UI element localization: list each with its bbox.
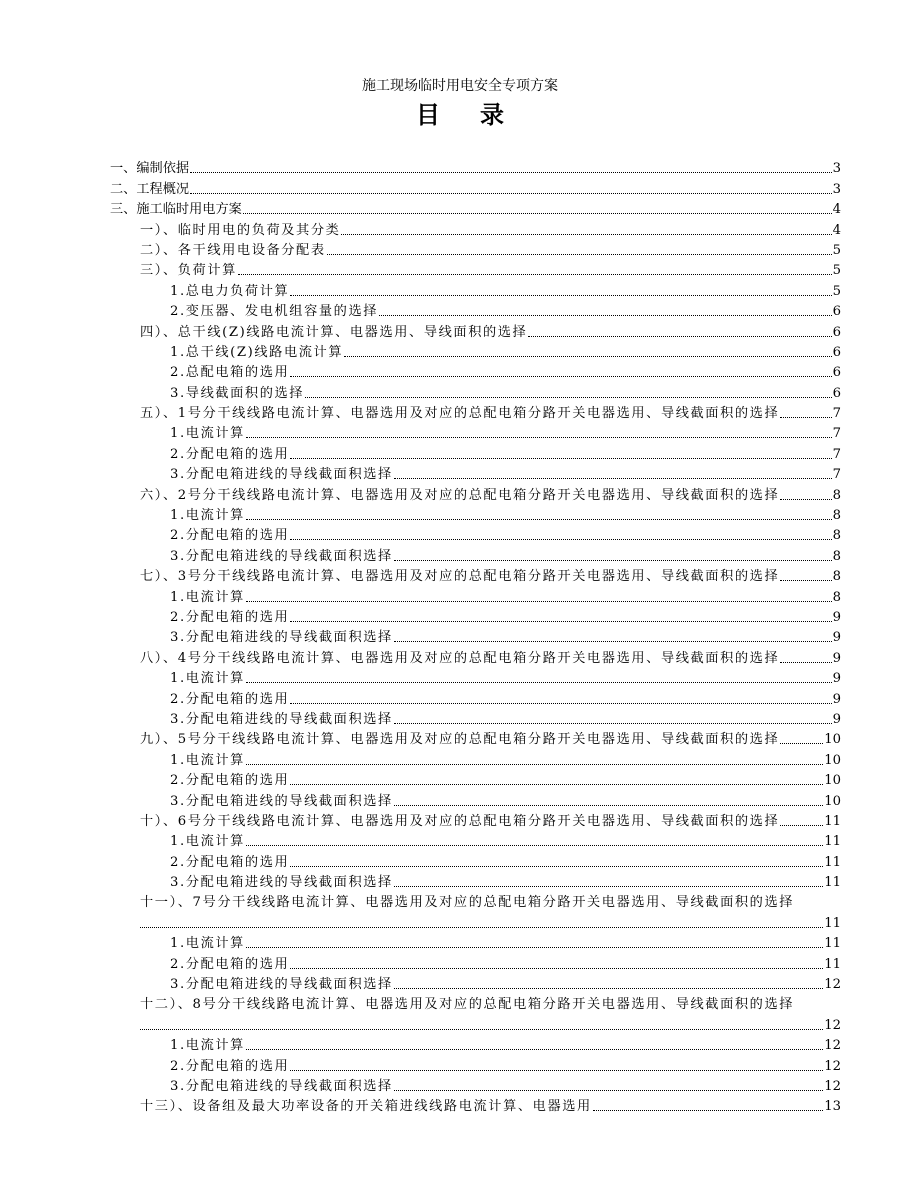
- toc-entry-text: 1.电流计算: [170, 426, 245, 442]
- toc-entry[interactable]: [0, 1095, 920, 1115]
- dot-leader: [243, 213, 832, 214]
- toc-page-number: 12: [824, 1038, 841, 1054]
- toc-page-number: 11: [824, 915, 841, 931]
- dot-leader: [327, 254, 832, 255]
- document-header: 施工现场临时用电安全专项方案: [362, 78, 558, 94]
- dot-leader: [780, 662, 831, 663]
- toc-page-number: 10: [824, 732, 841, 748]
- dot-leader: [246, 601, 832, 602]
- toc-page-number: 9: [832, 711, 841, 727]
- toc-entry-text: 3.分配电箱进线的导线截面积选择: [170, 875, 393, 891]
- toc-entry[interactable]: [0, 259, 920, 279]
- toc-page-number: 10: [824, 752, 841, 768]
- toc-entry[interactable]: [0, 442, 920, 462]
- table-of-contents: [0, 157, 920, 1115]
- dot-leader: [290, 295, 831, 296]
- toc-page-number: 3: [832, 161, 841, 177]
- toc-entry-text: 3.分配电箱进线的导线截面积选择: [170, 711, 393, 727]
- toc-page-number: 9: [832, 691, 841, 707]
- toc-page-number: 8: [832, 528, 841, 544]
- toc-entry[interactable]: [0, 1034, 920, 1054]
- toc-page-number: 7: [832, 406, 841, 422]
- dot-leader: [394, 988, 823, 989]
- toc-entry[interactable]: [0, 850, 920, 870]
- toc-entry[interactable]: [0, 218, 920, 238]
- toc-entry[interactable]: [0, 748, 920, 768]
- toc-entry-text: 六）、2号分干线线路电流计算、电器选用及对应的总配电箱分路开关电器选用、导线截面积的选择: [140, 487, 780, 503]
- toc-entry[interactable]: [0, 646, 920, 666]
- toc-entry-text: 2.分配电箱的选用: [170, 854, 290, 870]
- toc-page-number: 5: [832, 242, 841, 258]
- toc-page-number: 6: [832, 365, 841, 381]
- toc-entry-text: 3.分配电箱进线的导线截面积选择: [170, 548, 393, 564]
- toc-entry[interactable]: [0, 279, 920, 299]
- toc-entry-text: 1.电流计算: [170, 752, 245, 768]
- dot-leader: [190, 193, 831, 194]
- toc-entry[interactable]: [0, 626, 920, 646]
- toc-entry[interactable]: [0, 402, 920, 422]
- dot-leader: [290, 866, 823, 867]
- toc-entry-text: 2.分配电箱的选用: [170, 609, 290, 625]
- toc-page-number: 6: [832, 385, 841, 401]
- toc-entry-text: 2.分配电箱的选用: [170, 956, 290, 972]
- toc-entry-text: 2.变压器、发电机组容量的选择: [170, 304, 379, 320]
- toc-entry[interactable]: [0, 810, 920, 830]
- dot-leader: [246, 845, 823, 846]
- toc-page-number: 9: [832, 630, 841, 646]
- toc-entry[interactable]: [0, 381, 920, 401]
- toc-page-number: 5: [832, 283, 841, 299]
- toc-entry-text: 1.总干线(Z)线路电流计算: [170, 344, 344, 360]
- toc-entry-text: 二、工程概况: [110, 181, 190, 197]
- toc-entry-text: 1.电流计算: [170, 671, 245, 687]
- toc-page-number: 8: [832, 508, 841, 524]
- dot-leader: [394, 723, 832, 724]
- toc-page-number: 8: [832, 589, 841, 605]
- toc-entry[interactable]: [0, 1054, 920, 1074]
- toc-entry[interactable]: [0, 239, 920, 259]
- dot-leader: [305, 397, 832, 398]
- toc-entry-text: 八）、4号分干线线路电流计算、电器选用及对应的总配电箱分路开关电器选用、导线截面积的选择: [140, 650, 780, 666]
- toc-page-number: 6: [832, 304, 841, 320]
- toc-page-number: 11: [824, 936, 841, 952]
- toc-page-number: 11: [824, 956, 841, 972]
- toc-entry-text: 十）、6号分干线线路电流计算、电器选用及对应的总配电箱分路开关电器选用、导线截面积的选择: [140, 813, 780, 829]
- dot-leader: [246, 682, 832, 683]
- toc-page-number: 10: [824, 773, 841, 789]
- toc-entry-text: 2.分配电箱的选用: [170, 446, 290, 462]
- toc-page-number: 8: [832, 548, 841, 564]
- dot-leader: [290, 621, 831, 622]
- dot-leader: [290, 539, 831, 540]
- toc-entry-text: 十三）、设备组及最大功率设备的开关箱进线线路电流计算、电器选用: [140, 1099, 592, 1115]
- toc-entry-text: 1.电流计算: [170, 1038, 245, 1054]
- dot-leader: [394, 1090, 823, 1091]
- toc-entry[interactable]: [0, 300, 920, 320]
- toc-page-number: 7: [832, 446, 841, 462]
- toc-entry-text: 3.分配电箱进线的导线截面积选择: [170, 630, 393, 646]
- toc-entry-text: 3.分配电箱进线的导线截面积选择: [170, 977, 393, 993]
- toc-entry-text: 四）、总干线(Z)线路电流计算、电器选用、导线面积的选择: [140, 324, 528, 340]
- dot-leader: [780, 825, 823, 826]
- dot-leader: [394, 560, 832, 561]
- toc-entry-text: 2.分配电箱的选用: [170, 691, 290, 707]
- dot-leader: [341, 234, 831, 235]
- dot-leader: [780, 499, 831, 500]
- dot-leader: [780, 417, 831, 418]
- toc-entry-text: 2.分配电箱的选用: [170, 773, 290, 789]
- toc-entry[interactable]: [0, 728, 920, 748]
- toc-entry[interactable]: [0, 483, 920, 503]
- toc-entry-text: 九）、5号分干线线路电流计算、电器选用及对应的总配电箱分路开关电器选用、导线截面积的选择: [140, 732, 780, 748]
- dot-leader: [780, 743, 823, 744]
- toc-page-number: 11: [824, 854, 841, 870]
- toc-entry-text: 1.电流计算: [170, 936, 245, 952]
- toc-entry[interactable]: [0, 667, 920, 687]
- toc-entry[interactable]: [0, 463, 920, 483]
- dot-leader: [379, 315, 832, 316]
- toc-entry[interactable]: [0, 952, 920, 972]
- dot-leader: [780, 580, 831, 581]
- dot-leader: [593, 1110, 823, 1111]
- dot-leader: [238, 274, 832, 275]
- toc-entry[interactable]: [0, 157, 920, 177]
- toc-entry[interactable]: [0, 973, 920, 993]
- toc-page-number: 7: [832, 426, 841, 442]
- toc-title-part1: 目: [416, 100, 440, 129]
- toc-entry[interactable]: [0, 198, 920, 218]
- dot-leader: [290, 784, 823, 785]
- dot-leader: [246, 437, 832, 438]
- toc-page-number: 8: [832, 487, 841, 503]
- toc-entry[interactable]: [0, 830, 920, 850]
- toc-entry[interactable]: [0, 871, 920, 891]
- toc-entry-text: 一）、临时用电的负荷及其分类: [140, 222, 341, 238]
- dot-leader: [290, 703, 831, 704]
- toc-entry[interactable]: [0, 708, 920, 728]
- dot-leader: [140, 927, 823, 928]
- toc-entry-text: 3.分配电箱进线的导线截面积选择: [170, 1078, 393, 1094]
- toc-title: [0, 99, 920, 131]
- toc-page-number: 8: [832, 569, 841, 585]
- toc-page-number: 11: [824, 875, 841, 891]
- toc-entry[interactable]: [0, 993, 920, 1013]
- toc-entry-text: 七）、3号分干线线路电流计算、电器选用及对应的总配电箱分路开关电器选用、导线截面积的选择: [140, 569, 780, 585]
- toc-page-number: 10: [824, 793, 841, 809]
- toc-page-number: 12: [824, 1078, 841, 1094]
- dot-leader: [246, 947, 823, 948]
- toc-page-number: 12: [824, 977, 841, 993]
- toc-page-number: 13: [824, 1099, 841, 1115]
- dot-leader: [290, 968, 823, 969]
- dot-leader: [246, 519, 832, 520]
- toc-entry-text: 1.电流计算: [170, 508, 245, 524]
- toc-entry-text: 十二）、8号分干线线路电流计算、电器选用及对应的总配电箱分路开关电器选用、导线截面积的选择: [140, 997, 795, 1013]
- dot-leader: [394, 886, 823, 887]
- toc-entry-continuation: [0, 911, 920, 931]
- toc-entry-text: 3.分配电箱进线的导线截面积选择: [170, 793, 393, 809]
- toc-entry-text: 2.分配电箱的选用: [170, 1058, 290, 1074]
- toc-entry-text: 1.总电力负荷计算: [170, 283, 290, 299]
- toc-entry-text: 3.分配电箱进线的导线截面积选择: [170, 467, 393, 483]
- toc-entry[interactable]: [0, 769, 920, 789]
- toc-title-part2: 录: [480, 100, 504, 129]
- toc-page-number: 9: [832, 671, 841, 687]
- toc-page-number: 4: [832, 202, 841, 218]
- toc-entry[interactable]: [0, 544, 920, 564]
- toc-entry-text: 2.分配电箱的选用: [170, 528, 290, 544]
- toc-entry-text: 一、编制依据: [110, 161, 190, 177]
- toc-entry-text: 三、施工临时用电方案: [110, 202, 242, 218]
- toc-page-number: 7: [832, 467, 841, 483]
- toc-entry[interactable]: [0, 789, 920, 809]
- dot-leader: [528, 336, 831, 337]
- toc-page-number: 11: [824, 834, 841, 850]
- toc-entry-text: 3.导线截面积的选择: [170, 385, 305, 401]
- toc-entry[interactable]: [0, 687, 920, 707]
- toc-entry-text: 十一）、7号分干线线路电流计算、电器选用及对应的总配电箱分路开关电器选用、导线截面积的选择: [140, 895, 795, 911]
- dot-leader: [290, 458, 831, 459]
- toc-entry[interactable]: [0, 504, 920, 524]
- toc-entry-text: 五）、1号分干线线路电流计算、电器选用及对应的总配电箱分路开关电器选用、导线截面积的选择: [140, 406, 780, 422]
- dot-leader: [344, 356, 831, 357]
- toc-page-number: 9: [832, 650, 841, 666]
- toc-entry[interactable]: [0, 361, 920, 381]
- toc-entry[interactable]: [0, 1075, 920, 1095]
- dot-leader: [290, 376, 831, 377]
- toc-page-number: 4: [832, 222, 841, 238]
- dot-leader: [394, 641, 832, 642]
- toc-page-number: 5: [832, 263, 841, 279]
- toc-page-number: 11: [824, 813, 841, 829]
- toc-page-number: 12: [824, 1058, 841, 1074]
- toc-entry[interactable]: [0, 524, 920, 544]
- toc-entry[interactable]: [0, 891, 920, 911]
- dot-leader: [246, 764, 823, 765]
- dot-leader: [290, 1070, 823, 1071]
- toc-entry-text: 三）、负荷计算: [140, 263, 237, 279]
- toc-entry[interactable]: [0, 585, 920, 605]
- toc-entry[interactable]: [0, 565, 920, 585]
- toc-page-number: 12: [824, 1017, 841, 1033]
- toc-entry[interactable]: [0, 341, 920, 361]
- toc-entry[interactable]: [0, 177, 920, 197]
- toc-entry[interactable]: [0, 422, 920, 442]
- toc-entry[interactable]: [0, 932, 920, 952]
- dot-leader: [246, 1049, 823, 1050]
- toc-page-number: 6: [832, 344, 841, 360]
- dot-leader: [190, 172, 831, 173]
- toc-page-number: 6: [832, 324, 841, 340]
- toc-entry[interactable]: [0, 320, 920, 340]
- dot-leader: [394, 478, 832, 479]
- toc-entry[interactable]: [0, 606, 920, 626]
- toc-entry-text: 1.电流计算: [170, 589, 245, 605]
- dot-leader: [140, 1029, 823, 1030]
- toc-entry-text: 2.总配电箱的选用: [170, 365, 290, 381]
- toc-entry-continuation: [0, 1013, 920, 1033]
- toc-page-number: 9: [832, 609, 841, 625]
- dot-leader: [394, 805, 823, 806]
- toc-entry-text: 二）、各干线用电设备分配表: [140, 242, 326, 258]
- toc-entry-text: 1.电流计算: [170, 834, 245, 850]
- toc-page-number: 3: [832, 181, 841, 197]
